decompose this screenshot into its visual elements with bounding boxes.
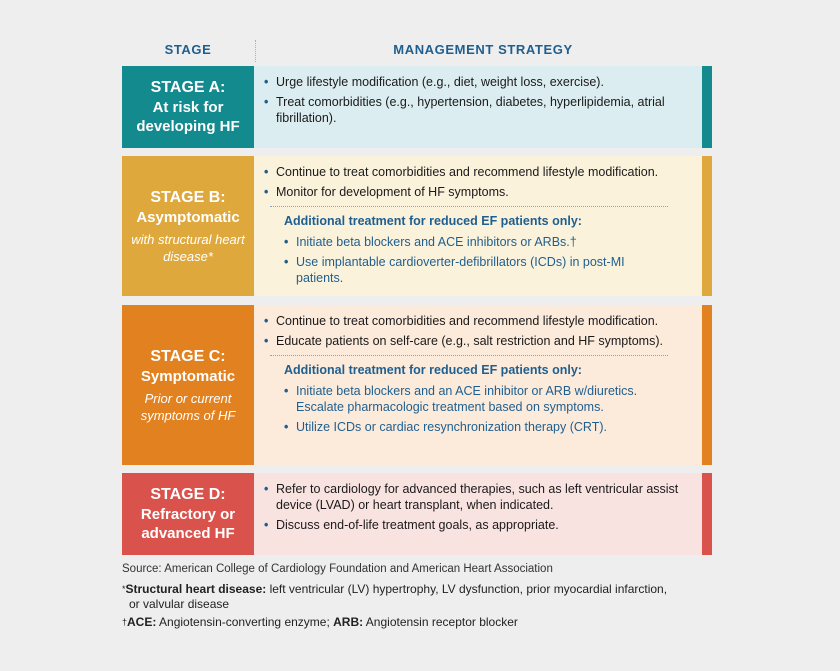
list-item: • Utilize ICDs or cardiac resynchronization therapy (CRT).	[284, 420, 607, 434]
list-item: • Educate patients on self-care (e.g., salt restriction and HF symptoms).	[264, 334, 663, 348]
footnote-text: left ventricular (LV) hypertrophy, LV dysfunction, prior myocardial infarction,	[266, 582, 668, 596]
list-item: • Refer to cardiology for advanced therapies, such as left ventricular assist device (LVAD) or heart transplant, when indicated.	[264, 482, 679, 512]
arb-definition: Angiotensin receptor blocker	[363, 615, 518, 629]
list-item: • Treat comorbidities (e.g., hypertension, diabetes, hyperlipidemia, atrial fibrillation).	[264, 95, 665, 125]
bullet-icon: •	[284, 255, 289, 269]
bullet-icon: •	[264, 185, 269, 199]
arb-term: ARB:	[333, 615, 364, 629]
additional-treatment-title: Additional treatment for reduced EF patients only:	[284, 214, 582, 228]
source-note: Source: American College of Cardiology Foundation and American Heart Association	[122, 563, 553, 575]
bullet-icon: •	[284, 420, 289, 434]
footnote-text-continued: or valvular disease	[129, 597, 230, 611]
stage-b-title: STAGE B:	[150, 188, 226, 206]
stage-a-label-box	[122, 66, 254, 148]
additional-treatment-title: Additional treatment for reduced EF patients only:	[284, 363, 582, 377]
stage-c-stripe	[702, 305, 712, 465]
header-divider	[255, 40, 256, 62]
bullet-icon: •	[264, 518, 269, 532]
list-item: • Urge lifestyle modification (e.g., diet, weight loss, exercise).	[264, 75, 604, 89]
list-item: • Monitor for development of HF symptoms.	[264, 185, 509, 199]
stage-b-strategy	[254, 156, 702, 296]
stage-c-subtitle: Symptomatic	[140, 367, 236, 385]
stage-a-title: STAGE A:	[150, 79, 226, 96]
bullet-icon: •	[264, 75, 269, 89]
stage-a-subtitle: At risk for developing HF	[136, 99, 240, 135]
stage-c-title: STAGE C:	[150, 347, 226, 365]
bullet-icon: •	[264, 314, 269, 328]
list-item: • Continue to treat comorbidities and recommend lifestyle modification.	[264, 314, 659, 328]
stage-d-row	[122, 473, 712, 555]
list-item: • Continue to treat comorbidities and recommend lifestyle modification.	[264, 165, 659, 179]
stage-a-row	[122, 66, 712, 148]
footnote-term: Structural heart disease:	[125, 582, 267, 596]
stage-c-additional-treatment	[270, 355, 668, 435]
stage-c-row	[122, 305, 712, 465]
bullet-icon: •	[284, 235, 289, 249]
stage-b-note: with structural heart disease*	[131, 231, 245, 264]
bullet-icon: •	[284, 384, 289, 398]
list-item: • Initiate beta blockers and an ACE inhibitor or ARB w/diuretics. Escalate pharmacologic treatment based on symptoms.	[284, 384, 638, 414]
stage-d-strategy	[254, 473, 702, 555]
footnote-structural-heart-disease	[122, 582, 722, 612]
stage-c-strategy	[254, 305, 702, 465]
bullet-icon: •	[264, 165, 269, 179]
stage-b-row	[122, 156, 712, 296]
stage-c-note: Prior or current symptoms of HF	[140, 390, 236, 423]
list-item: • Discuss end-of-life treatment goals, as appropriate.	[264, 518, 559, 532]
ace-definition: Angiotensin-converting enzyme;	[156, 615, 334, 629]
asterisk-mark: *	[122, 584, 126, 594]
stage-d-stripe	[702, 473, 712, 555]
ace-term: ACE:	[127, 615, 157, 629]
stage-d-subtitle: Refractory or advanced HF	[140, 506, 236, 542]
stage-b-label-box	[122, 156, 254, 296]
stage-a-strategy	[254, 66, 702, 148]
stage-a-stripe	[702, 66, 712, 148]
list-item: • Initiate beta blockers and ACE inhibitors or ARBs.†	[284, 235, 577, 249]
stage-column-header: STAGE	[164, 42, 212, 57]
list-item: • Use implantable cardioverter-defibrillators (ICDs) in post-MI patients.	[284, 255, 625, 285]
stage-d-label-box	[122, 473, 254, 555]
stage-b-stripe	[702, 156, 712, 296]
dagger-mark: †	[122, 617, 128, 627]
stage-d-title: STAGE D:	[150, 486, 226, 503]
stage-b-subtitle: Asymptomatic	[136, 208, 240, 226]
bullet-icon: •	[264, 95, 269, 109]
footnote-abbreviations	[122, 615, 722, 630]
strategy-column-header: MANAGEMENT STRATEGY	[393, 42, 573, 57]
bullet-icon: •	[264, 334, 269, 348]
bullet-icon: •	[264, 482, 269, 496]
stage-b-additional-treatment	[270, 206, 668, 286]
stage-c-label-box	[122, 305, 254, 465]
